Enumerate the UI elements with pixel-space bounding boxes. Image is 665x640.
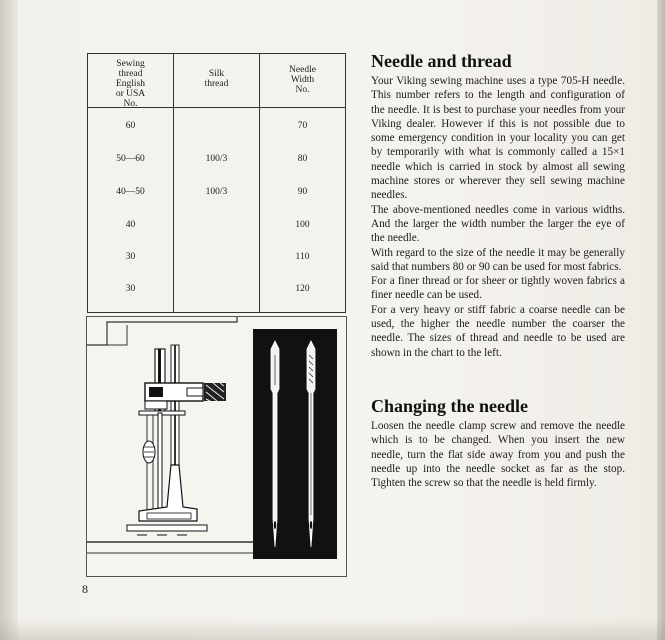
header-line: No. — [295, 85, 310, 95]
cell-needle: 110 — [295, 252, 310, 262]
needle-illustration — [86, 316, 347, 577]
header-line: Sewing — [116, 59, 145, 69]
cell-sewing: 60 — [125, 121, 136, 131]
header-silk-thread — [174, 69, 259, 89]
cell-sewing: 30 — [125, 284, 136, 294]
page-spine-edge — [657, 0, 665, 640]
cell-silk: 100/3 — [205, 154, 228, 164]
page-number: 8 — [82, 582, 88, 596]
header-line: No. — [123, 99, 138, 109]
cell-needle: 120 — [295, 284, 310, 294]
cell-silk: 100/3 — [205, 187, 228, 197]
header-line: or USA — [115, 89, 146, 99]
cell-sewing: 50—60 — [116, 154, 145, 164]
heading-needle-and-thread: Needle and thread — [371, 51, 512, 71]
cell-needle: 80 — [297, 154, 308, 164]
needle-closeup-drawing — [253, 329, 337, 559]
paragraph: The above-mentioned needles come in various widths. And the larger the width number the larger the eye of the needle. — [371, 203, 625, 245]
page-shadow-bottom — [0, 618, 665, 640]
cell-sewing: 30 — [125, 252, 136, 262]
paragraph: For a very heavy or stiff fabric a coarse needle can be used, the higher the needle number the coarser the needle. The sizes of thread and needle to be used are shown in the chart to the left. — [371, 303, 625, 359]
section-changing-the-needle-body — [371, 419, 625, 490]
cell-sewing: 40 — [125, 220, 136, 230]
cell-sewing: 40—50 — [116, 187, 145, 197]
header-line: English — [115, 79, 146, 89]
cell-needle: 100 — [295, 220, 310, 230]
header-line: Width — [290, 75, 315, 85]
header-line: thread — [118, 69, 143, 79]
paragraph: Your Viking sewing machine uses a type 705-H needle. This number refers to the length and configuration of the needle. It is best to purchase your needles from your Viking dealer. However if this is not possible due to some emergency condition in your locality you can get by temporarily with what is commonly called a 15×1 needle which is carried in stock by almost all sewing machine stores or wherever they sell sewing machine needles. — [371, 75, 625, 202]
header-line: thread — [204, 79, 229, 89]
table-divider — [173, 54, 174, 312]
cell-needle: 70 — [297, 121, 308, 131]
paragraph: Loosen the needle clamp screw and remove the needle which is to be changed. When you insert the new needle, turn the flat side away from you and push the needle up into the needle socket as far as the stop. Tighten the screw so that the needle is held firmly. — [371, 420, 625, 490]
paragraph: With regard to the size of the needle it may be generally said that numbers 80 or 90 can be used for most fabrics. — [371, 246, 625, 273]
section-needle-and-thread-body — [371, 74, 625, 360]
page-edge-left — [0, 0, 18, 640]
needle-thread-chart — [87, 53, 346, 313]
header-needle-width — [260, 65, 345, 95]
cell-needle: 90 — [297, 187, 308, 197]
header-line: Needle — [289, 65, 316, 75]
heading-changing-the-needle: Changing the needle — [371, 396, 529, 416]
needle-closeup-panel — [253, 329, 337, 559]
header-sewing-thread — [88, 59, 173, 109]
header-line: Silk — [208, 69, 225, 79]
paragraph: For a finer thread or for sheer or tightly woven fabrics a finer needle can be used. — [371, 275, 625, 302]
